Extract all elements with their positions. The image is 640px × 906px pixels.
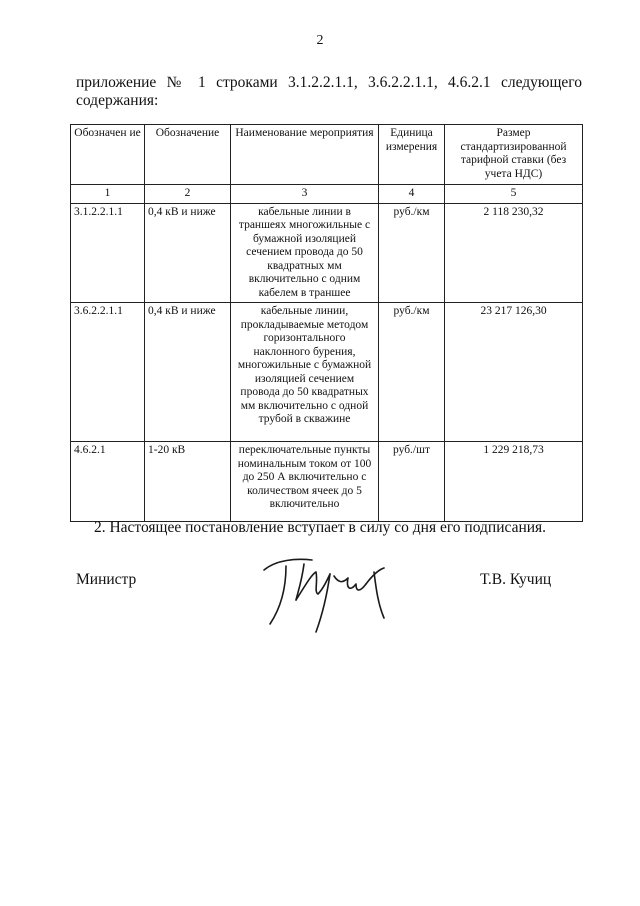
header-code: Обозначен ие — [71, 125, 145, 185]
row-unit: руб./км — [379, 303, 445, 442]
row-description: кабельные линии в траншеях многожильные с бумажной изоляцией сечением провода до 50 квадратных мм включительно с одним кабелем в траншее — [231, 203, 379, 303]
row-description: переключательные пункты номинальным током от 100 до 250 А включительно с количеством ячеек до 5 включительно — [231, 442, 379, 522]
row-voltage: 0,4 кВ и ниже — [145, 303, 231, 442]
intro-paragraph — [76, 74, 582, 110]
row-rate: 23 217 126,30 — [445, 303, 583, 442]
header-rate: Размер стандартизированной тарифной ставки (без учета НДС) — [445, 125, 583, 185]
row-unit: руб./шт — [379, 442, 445, 522]
row-voltage: 1-20 кВ — [145, 442, 231, 522]
header-row — [71, 125, 583, 185]
header-measure-name: Наименование мероприятия — [231, 125, 379, 185]
row-rate: 1 229 218,73 — [445, 442, 583, 522]
row-code: 4.6.2.1 — [71, 442, 145, 522]
handwritten-signature — [256, 548, 406, 638]
intro-line-2: содержания: — [76, 92, 159, 109]
row-rate: 2 118 230,32 — [445, 203, 583, 303]
column-number: 4 — [379, 185, 445, 204]
tariff-table — [70, 124, 583, 522]
row-code: 3.6.2.2.1.1 — [71, 303, 145, 442]
signatory-title: Министр — [76, 571, 137, 588]
row-unit: руб./км — [379, 203, 445, 303]
table-row — [71, 303, 583, 442]
row-description: кабельные линии, прокладываемые методом горизонтального наклонного бурения, многожильные с бумажной изоляцией сечением провода до 50 квадратных мм включительно с одной трубой в скважине — [231, 303, 379, 442]
column-number: 5 — [445, 185, 583, 204]
page-number: 2 — [316, 33, 324, 48]
row-voltage: 0,4 кВ и ниже — [145, 203, 231, 303]
column-number: 1 — [71, 185, 145, 204]
table-row — [71, 203, 583, 303]
header-unit: Единица измерения — [379, 125, 445, 185]
signatory-name: Т.В. Кучиц — [480, 571, 552, 588]
table-row — [71, 442, 583, 522]
closing-paragraph: 2. Настоящее постановление вступает в силу со дня его подписания. — [93, 519, 547, 536]
column-number-row — [71, 185, 583, 204]
column-number: 2 — [145, 185, 231, 204]
intro-line-1: приложение № 1 строками 3.1.2.2.1.1, 3.6.2.2.1.1, 4.6.2.1 следующего — [76, 74, 582, 91]
row-code: 3.1.2.2.1.1 — [71, 203, 145, 303]
header-designation: Обозначение — [145, 125, 231, 185]
column-number: 3 — [231, 185, 379, 204]
